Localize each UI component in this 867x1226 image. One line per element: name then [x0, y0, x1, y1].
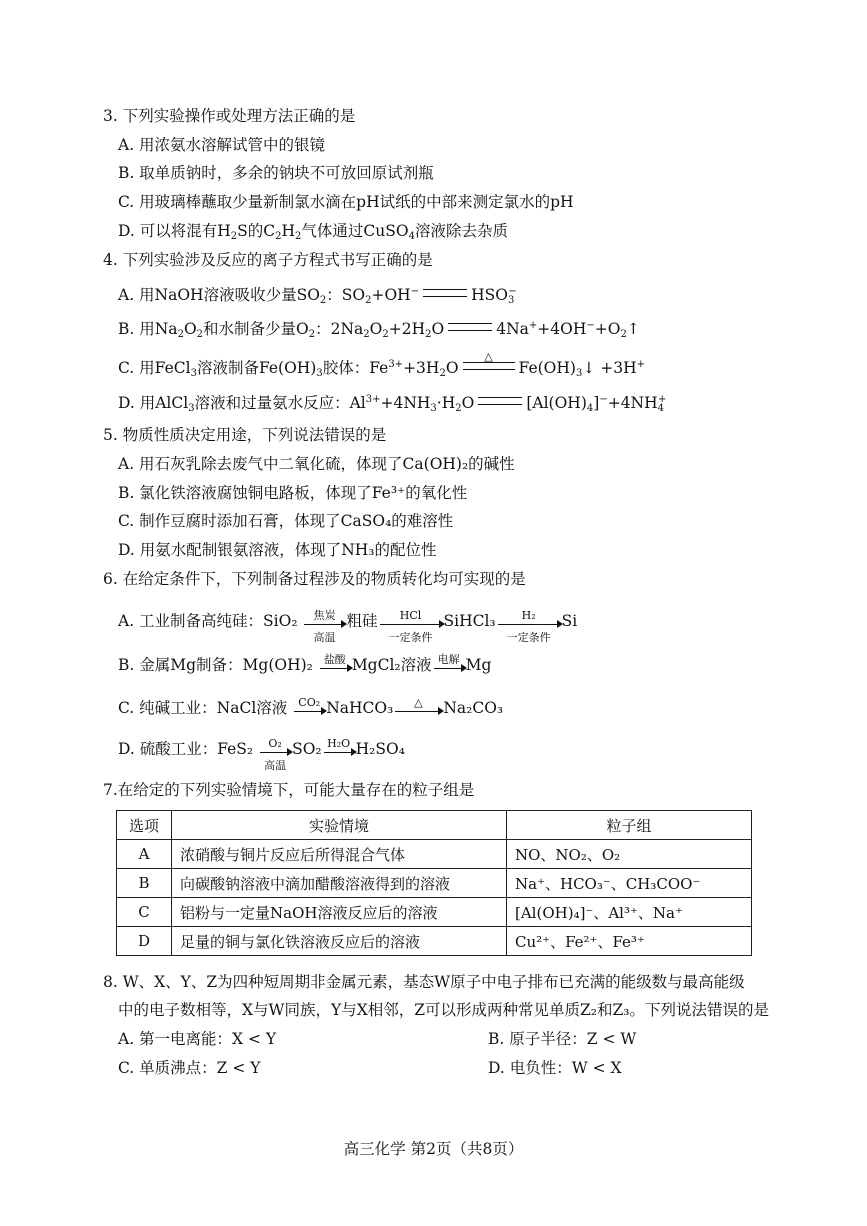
q8-stem-line2: 中的电子数相等，X与W同族，Y与X相邻，Z可以形成两种常见单质Z₂和Z₃。下列说法错误的是 — [118, 1001, 769, 1019]
q6-option-b: B. 金属Mg制备：Mg(OH)₂ 盐酸 MgCl₂溶液 电解 Mg — [118, 653, 492, 674]
table-cell: Na⁺、HCO₃⁻、CH₃COO⁻ — [507, 869, 752, 898]
table-header-cell: 选项 — [117, 811, 172, 840]
table-cell: C — [117, 898, 172, 927]
reaction-arrow-icon: O₂ 高温 — [260, 752, 290, 753]
q6-option-d: D. 硫酸工业：FeS₂ O₂ 高温 SO₂ H₂O H₂SO₄ — [118, 737, 405, 772]
q6-option-c: C. 纯碱工业：NaCl溶液 CO₂ NaHCO₃ △ Na₂CO₃ — [118, 696, 504, 717]
q7-stem: 7.在给定的下列实验情境下，可能大量存在的粒子组是 — [103, 781, 475, 799]
q3-option-c: C. 用玻璃棒蘸取少量新制氯水滴在pH试纸的中部来测定氯水的pH — [118, 193, 574, 211]
q7-table — [116, 810, 752, 956]
equals-sign-icon — [448, 323, 492, 331]
q4-stem: 4. 下列实验涉及反应的离子方程式书写正确的是 — [103, 251, 433, 269]
q3-option-a: A. 用浓氨水溶解试管中的银镜 — [118, 136, 326, 154]
reaction-arrow-icon: HCl 一定条件 — [380, 624, 442, 625]
table-cell: [Al(OH)₄]⁻、Al³⁺、Na⁺ — [507, 898, 752, 927]
table-cell: B — [117, 869, 172, 898]
q4-option-d: D. 用AlCl$_3$溶液和过量氨水反应：$Al^{3+}+4NH_3\cdot H_2O$ $[Al(OH)_4]^-+4NH_4^+$ — [118, 394, 667, 414]
table-cell: 浓硝酸与铜片反应后所得混合气体 — [172, 840, 507, 869]
q4-option-a: A. 用NaOH溶液吸收少量$SO_2$：$SO_2+OH^-$ $HSO_3^-$ — [118, 286, 517, 306]
table-cell: D — [117, 927, 172, 956]
q5-option-b: B. 氯化铁溶液腐蚀铜电路板，体现了Fe³⁺的氧化性 — [118, 484, 468, 502]
q8-option-c: C. 单质沸点：Z < Y — [118, 1059, 261, 1077]
q5-option-a: A. 用石灰乳除去废气中二氧化硫，体现了Ca(OH)₂的碱性 — [118, 455, 515, 473]
q3-option-b: B. 取单质钠时，多余的钠块不可放回原试剂瓶 — [118, 164, 434, 182]
reaction-arrow-icon: H₂O — [324, 752, 354, 753]
table-cell: Cu²⁺、Fe²⁺、Fe³⁺ — [507, 927, 752, 956]
reaction-arrow-icon: 电解 — [434, 668, 464, 669]
table-header-cell: 粒子组 — [507, 811, 752, 840]
q6-option-a: A. 工业制备高纯硅：SiO₂ 焦炭 高温 粗硅 HCl 一定条件 SiHCl₃ H₂ 一定条件 Si — [118, 609, 578, 644]
table-row — [117, 898, 752, 927]
q5-stem: 5. 物质性质决定用途，下列说法错误的是 — [103, 426, 387, 444]
table-cell: 足量的铜与氯化铁溶液反应后的溶液 — [172, 927, 507, 956]
reaction-arrow-icon: 焦炭 高温 — [304, 624, 344, 625]
q8-option-d: D. 电负性：W < X — [488, 1059, 622, 1077]
equals-sign-icon — [423, 289, 467, 297]
table-header-row — [117, 811, 752, 840]
table-cell: 向碳酸钠溶液中滴加醋酸溶液得到的溶液 — [172, 869, 507, 898]
table-header-cell: 实验情境 — [172, 811, 507, 840]
q8-option-b: B. 原子半径：Z < W — [488, 1030, 637, 1048]
q4-option-b: B. 用$Na_2O_2$和水制备少量$O_2$：$2Na_2O_2+2H_2O$ $4Na^++4OH^-+O_2↑$ — [118, 320, 640, 340]
table-cell: A — [117, 840, 172, 869]
table-cell: NO、NO₂、O₂ — [507, 840, 752, 869]
q6-stem: 6. 在给定条件下，下列制备过程涉及的物质转化均可实现的是 — [103, 570, 526, 588]
reaction-arrow-icon: △ — [395, 711, 441, 712]
table-row — [117, 869, 752, 898]
q4-option-c: C. 用FeCl$_3$溶液制备$Fe(OH)_3$胶体：$Fe^{3+}+3H_2O$ △ $Fe(OH)_3↓ +3H^+$ — [118, 350, 645, 379]
table-row — [117, 840, 752, 869]
table-row — [117, 927, 752, 956]
equals-sign-icon — [478, 397, 522, 405]
q5-option-c: C. 制作豆腐时添加石膏，体现了CaSO₄的难溶性 — [118, 512, 454, 530]
q8-stem-line1: 8. W、X、Y、Z为四种短周期非金属元素，基态W原子中电子排布已充满的能级数与最高能级 — [103, 973, 745, 991]
page-footer: 高三化学 第2页（共8页） — [343, 1140, 524, 1158]
q5-option-d: D. 用氨水配制银氨溶液，体现了NH₃的配位性 — [118, 541, 437, 559]
reaction-arrow-icon: CO₂ — [294, 711, 324, 712]
q3-option-d: D. 可以将混有$H_2S$的$C_2H_2$气体通过CuSO$_4$溶液除去杂质 — [118, 222, 508, 242]
q8-option-a: A. 第一电离能：X < Y — [118, 1030, 277, 1048]
reaction-arrow-icon: 盐酸 — [320, 668, 350, 669]
q3-stem: 3. 下列实验操作或处理方法正确的是 — [103, 107, 356, 125]
equals-heat-icon: △ — [463, 362, 515, 370]
table-cell: 铝粉与一定量NaOH溶液反应后的溶液 — [172, 898, 507, 927]
reaction-arrow-icon: H₂ 一定条件 — [498, 624, 560, 625]
